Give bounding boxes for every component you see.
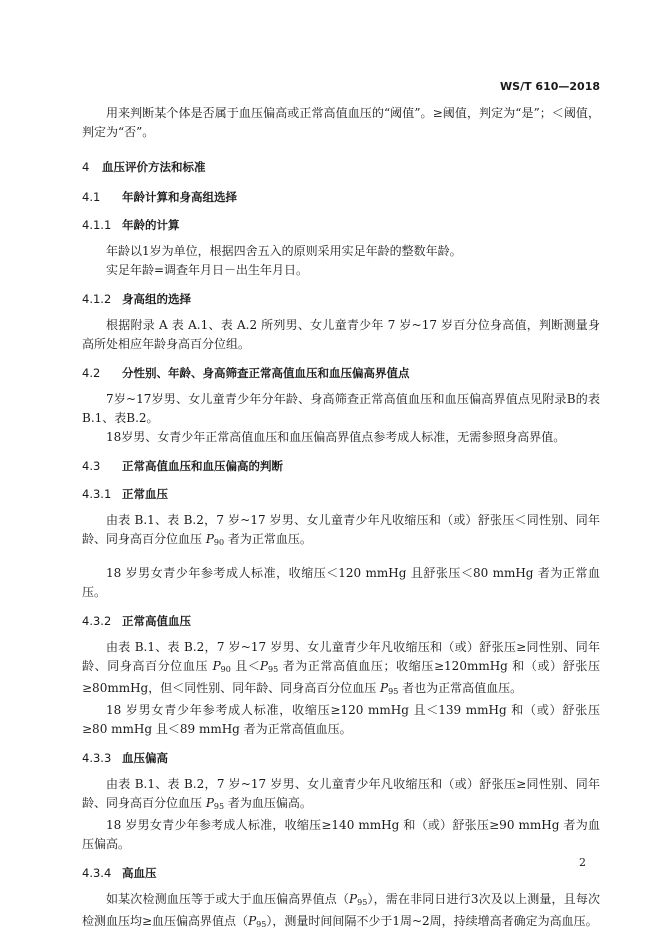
- section-title: 血压偏高: [122, 751, 168, 765]
- section-title: 高血压: [122, 866, 157, 880]
- paragraph: 7岁~17岁男、女儿童青少年分年龄、身高筛查正常高值血压和血压偏高界值点见附录B的表B.1、表B.2。: [82, 392, 600, 425]
- text: 如某次检测血压等于或大于血压偏高界值点（: [106, 892, 350, 906]
- section-title: 分性别、年龄、身高筛查正常高值血压和血压偏高界值点: [122, 366, 410, 380]
- section-number: 4.3.4: [82, 866, 112, 880]
- section-4-3-2-heading: [82, 612, 600, 630]
- section-number: 4.1.2: [82, 292, 112, 306]
- paragraph: 18岁男、女青少年正常高值血压和血压偏高界值点参考成人标准，无需参照身高界值。: [106, 430, 566, 444]
- text: 者为正常高值血压；收缩压≥120mmHg 和（或）舒张压≥80mmHg，但＜同性别、同年龄、同身高百分位血压: [82, 659, 600, 695]
- percentile-symbol: P: [212, 659, 221, 673]
- percentile-symbol: P: [205, 796, 214, 810]
- text: 由表 B.1、表 B.2，7 岁~17 岁男、女儿童青少年凡收缩压和（或）舒张压≥同性别、同年龄、同身高百分位血压: [82, 777, 600, 810]
- section-number: 4.2: [82, 366, 101, 380]
- subscript: 90: [213, 538, 225, 547]
- subscript: 95: [213, 802, 225, 811]
- text: ），测量时间间隔不少于1周~2周，持续增高者确定为高血压。: [266, 914, 598, 928]
- text: 者也为正常高值血压。: [398, 681, 523, 695]
- subscript: 95: [357, 898, 368, 907]
- paragraph: [82, 511, 600, 552]
- percentile-symbol: P: [380, 681, 389, 695]
- section-4-3-3-heading: [82, 749, 600, 767]
- text: 由表 B.1、表 B.2，7 岁~17 岁男、女儿童青少年凡收缩压和（或）舒张压＜同性别、同年龄、同身高百分位血压: [82, 513, 600, 546]
- text: 由表 B.1、表 B.2，7 岁~17 岁男、女儿童青少年凡收缩压和（或）舒张压≥同性别、同年龄、同身高百分位血压: [82, 640, 600, 673]
- percentile-symbol: P: [205, 532, 214, 546]
- section-number: 4: [82, 160, 90, 174]
- section-4-1-1-heading: [82, 216, 600, 234]
- section-number: 4.3.3: [82, 751, 112, 765]
- section-4-heading: [82, 158, 600, 176]
- section-4-3-heading: [82, 457, 600, 475]
- text: 且＜: [230, 659, 260, 673]
- percentile-symbol: P: [259, 659, 268, 673]
- section-title: 身高组的选择: [122, 292, 191, 306]
- paragraph: 18 岁男女青少年参考成人标准，收缩压＜120 mmHg 且舒张压＜80 mmHg 者为正常血压。: [82, 566, 600, 599]
- section-title: 正常高值血压: [122, 614, 191, 628]
- percentile-symbol: P: [349, 892, 358, 906]
- section-4-3-4-heading: [82, 864, 600, 882]
- text: 者为血压偏高。: [224, 796, 312, 810]
- subscript: 95: [256, 920, 267, 929]
- section-title: 年龄的计算: [122, 218, 180, 232]
- paragraph: [82, 638, 600, 701]
- section-number: 4.3.2: [82, 614, 112, 628]
- paragraph: 18 岁男女青少年参考成人标准，收缩压≥120 mmHg 且＜139 mmHg 和（或）舒张压≥80 mmHg 且＜89 mmHg 者为正常高值血压。: [82, 703, 600, 736]
- section-number: 4.1.1: [82, 218, 112, 232]
- page-number: 2: [579, 856, 586, 869]
- text: ），需在非同日进行3次及以上测量，且每次检测血压均≥血压偏高界值点（: [82, 892, 600, 928]
- section-number: 4.3: [82, 459, 101, 473]
- paragraph: 18 岁男女青少年参考成人标准，收缩压≥140 mmHg 和（或）舒张压≥90 mmHg 者为血压偏高。: [82, 818, 600, 851]
- section-4-3-1-heading: [82, 485, 600, 503]
- percentile-symbol: P: [248, 914, 257, 928]
- text: 者为正常血压。: [224, 532, 312, 546]
- paragraph: 年龄以1岁为单位，根据四舍五入的原则采用实足年龄的整数年龄。: [106, 244, 462, 258]
- paragraph: 根据附录 A 表 A.1、表 A.2 所列男、女儿童青少年 7 岁~17 岁百分位身高值，判断测量身高所处相应年龄身高百分位组。: [82, 318, 600, 351]
- paragraph: 实足年龄=调查年月日－出生年月日。: [106, 263, 309, 277]
- section-title: 正常高值血压和血压偏高的判断: [122, 459, 283, 473]
- section-title: 年龄计算和身高组选择: [122, 190, 237, 204]
- section-4-1-2-heading: [82, 290, 600, 308]
- section-title: 正常血压: [122, 487, 168, 501]
- section-4-2-heading: [82, 364, 600, 382]
- paragraph: [82, 775, 600, 816]
- subscript: 95: [267, 665, 279, 674]
- document-body: [82, 104, 600, 934]
- subscript: 95: [388, 687, 399, 696]
- section-title: 血压评价方法和标准: [102, 160, 206, 174]
- paragraph: [82, 890, 600, 934]
- intro-paragraph: 用来判断某个体是否属于血压偏高或正常高值血压的“阈值”。≥阈值，判定为“是”；＜阈值，判定为“否”。: [82, 106, 600, 139]
- section-number: 4.1: [82, 190, 101, 204]
- section-number: 4.3.1: [82, 487, 112, 501]
- section-4-1-heading: [82, 188, 600, 206]
- subscript: 90: [220, 665, 231, 674]
- document-id: WS/T 610—2018: [500, 80, 600, 93]
